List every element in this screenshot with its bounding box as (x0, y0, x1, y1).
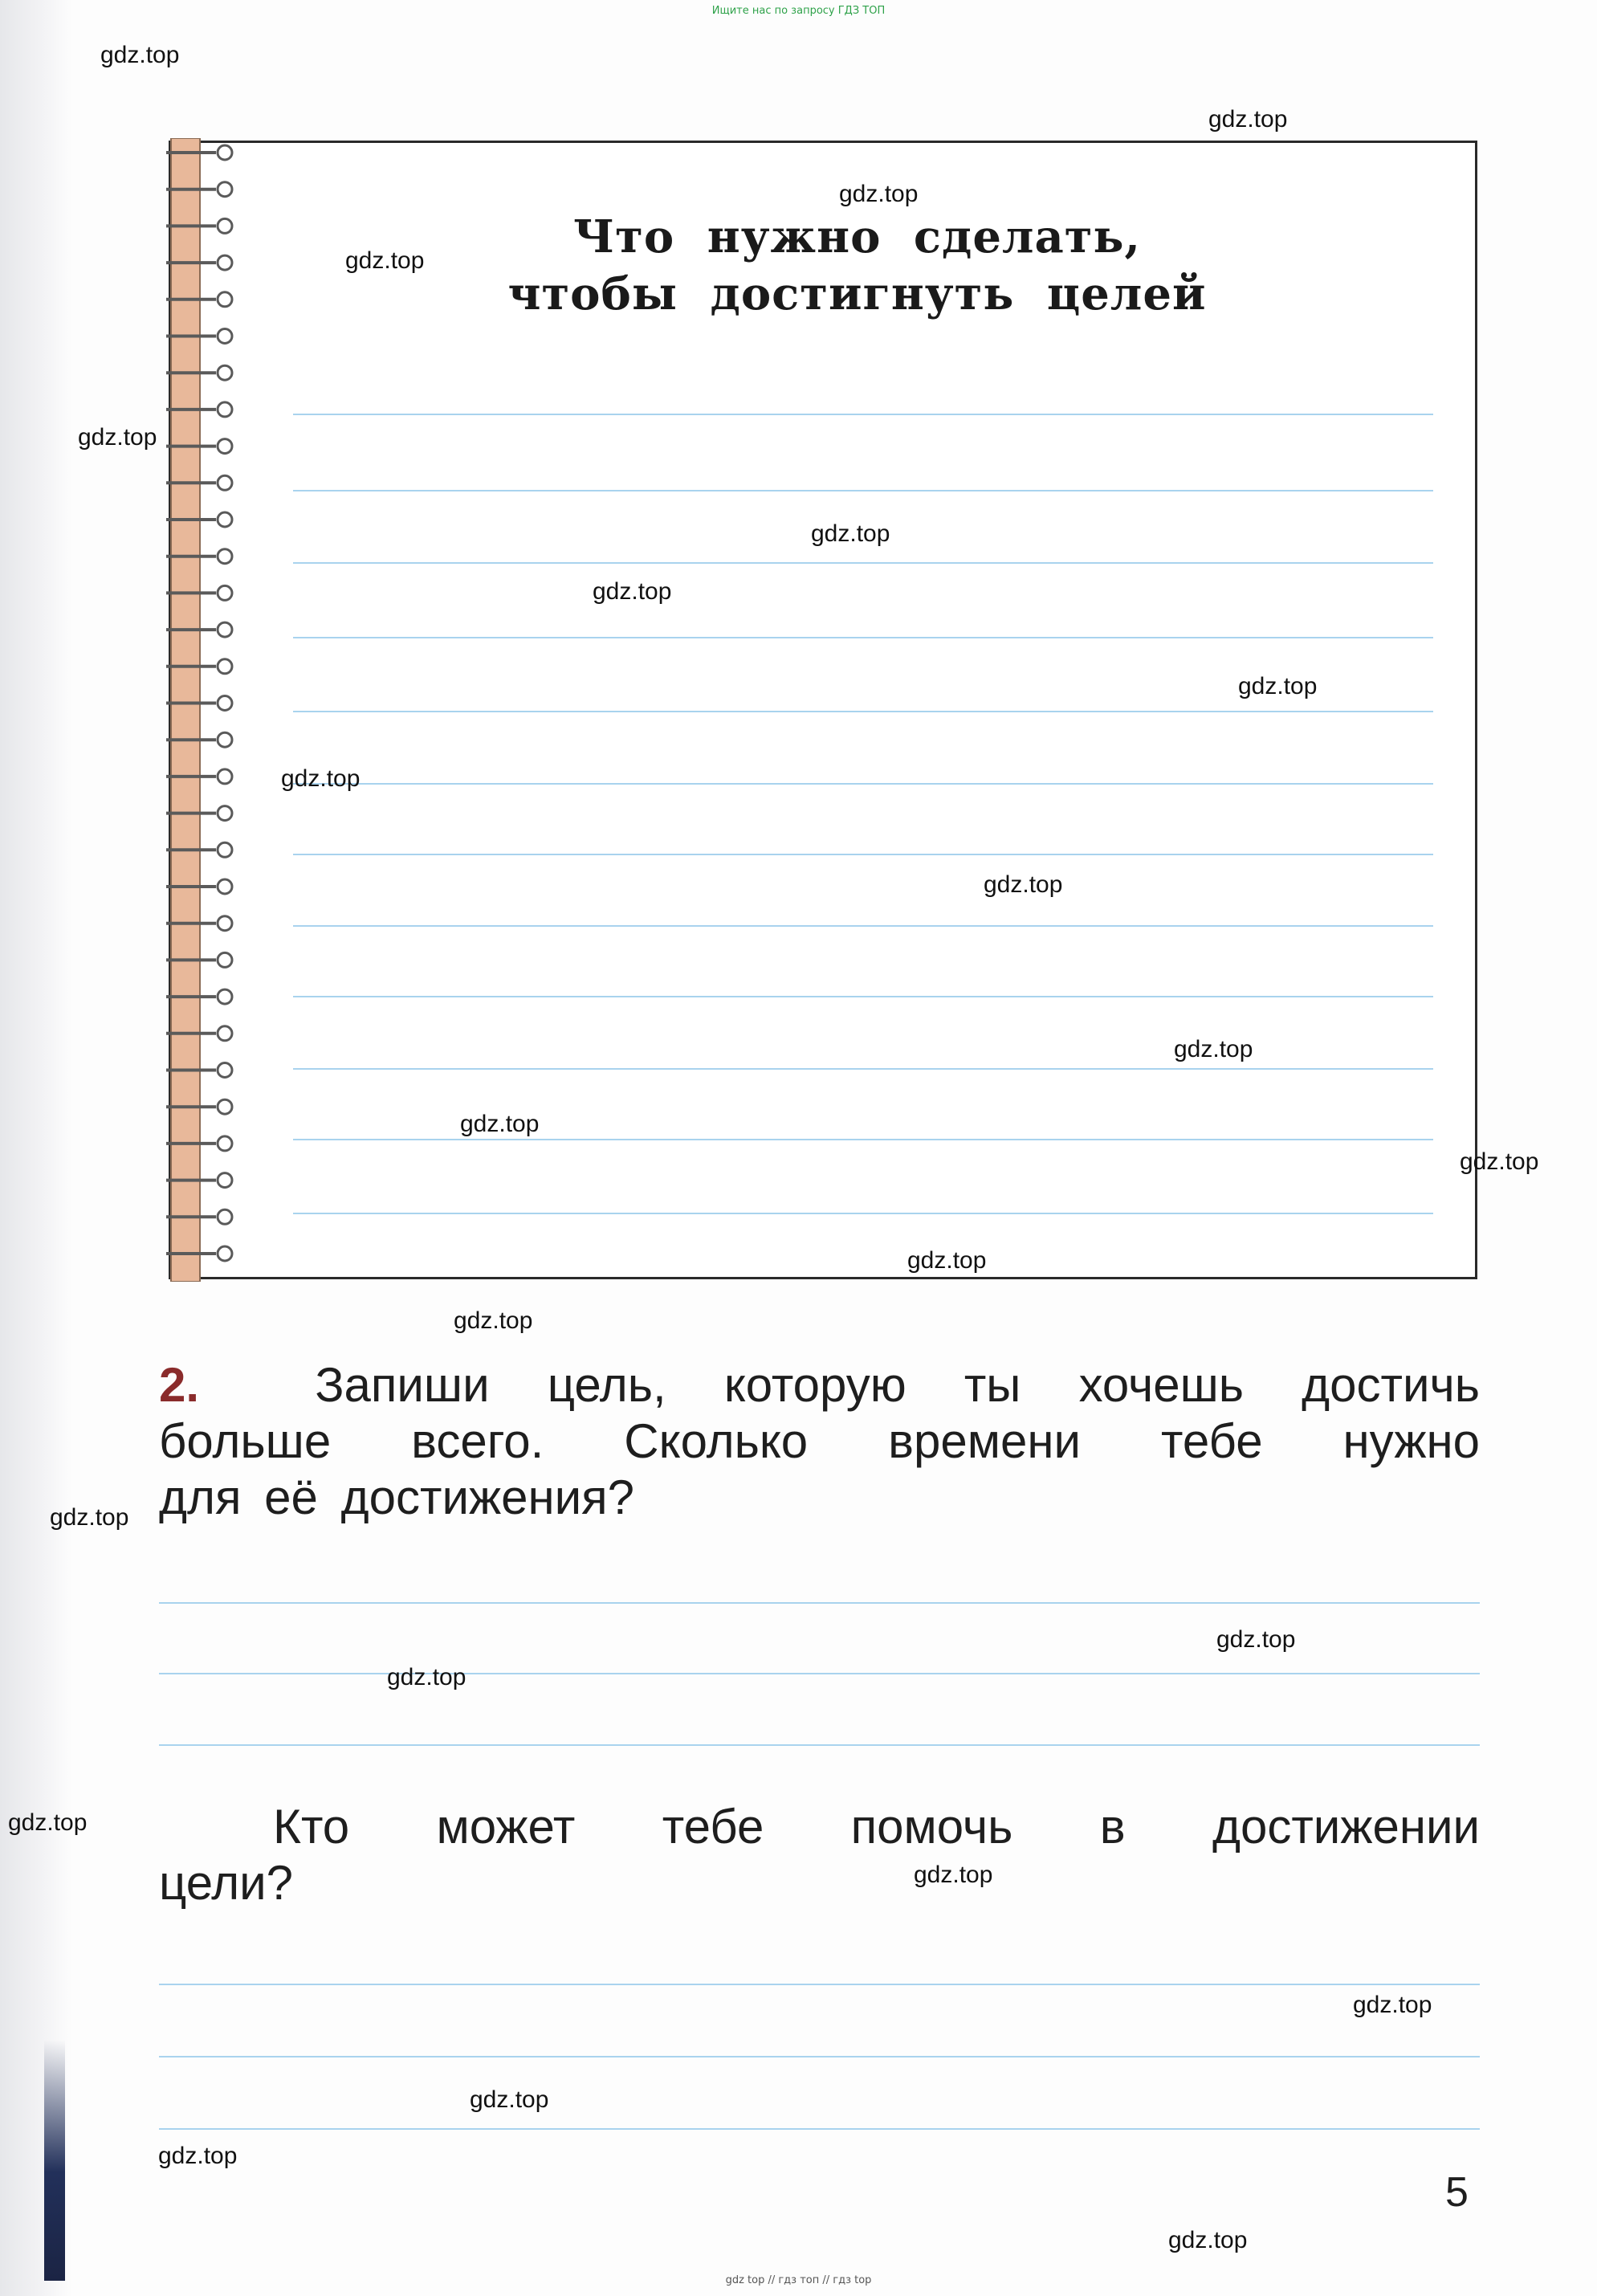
notebook-writing-line[interactable] (293, 1068, 1433, 1070)
task2-text-line1: Запиши цель, которую ты хочешь достичь (315, 1358, 1480, 1412)
watermark: gdz.top (1238, 673, 1318, 699)
spiral-hole (218, 952, 232, 967)
answer-line[interactable] (159, 1744, 1480, 1746)
spiral-hole (218, 1063, 232, 1078)
watermark: gdz.top (50, 1504, 129, 1531)
notebook-writing-line[interactable] (293, 490, 1433, 491)
spiral-hole (218, 916, 232, 931)
task-number: 2. (159, 1358, 200, 1412)
watermark: gdz.top (100, 42, 180, 68)
watermark: gdz.top (1216, 1626, 1296, 1653)
task2-line2: больше всего. Сколько времени тебе нужно (159, 1414, 1480, 1468)
watermark: gdz.top (1168, 2227, 1248, 2253)
watermark: gdz.top (914, 1862, 993, 1888)
answer-line[interactable] (159, 1602, 1480, 1604)
watermark: gdz.top (158, 2143, 238, 2169)
bottom-note: gdz top // гдз топ // гдз top (725, 2274, 872, 2286)
watermark: gdz.top (1174, 1036, 1253, 1062)
notebook-writing-line[interactable] (293, 711, 1433, 712)
spiral-hole (218, 1136, 232, 1151)
watermark: gdz.top (1460, 1148, 1539, 1175)
watermark: gdz.top (907, 1247, 987, 1274)
spiral-hole (218, 439, 232, 454)
notebook-writing-line[interactable] (293, 414, 1433, 415)
notebook-writing-line[interactable] (293, 783, 1433, 785)
binding-edge (44, 2040, 65, 2281)
watermark: gdz.top (460, 1111, 540, 1137)
spiral-hole (218, 806, 232, 821)
spiral-hole (218, 769, 232, 784)
watermark: gdz.top (281, 765, 361, 792)
spiral-hole (218, 292, 232, 307)
watermark: gdz.top (345, 247, 425, 274)
watermark: gdz.top (8, 1809, 88, 1836)
spiral-hole (218, 145, 232, 160)
watermark: gdz.top (470, 2086, 549, 2113)
spiral-hole (218, 182, 232, 197)
notebook-writing-line[interactable] (293, 1139, 1433, 1140)
top-note: Ищите нас по запросу ГДЗ ТОП (711, 5, 886, 17)
watermark: gdz.top (1353, 1992, 1432, 2018)
watermark: gdz.top (387, 1664, 466, 1690)
watermark: gdz.top (811, 520, 890, 547)
answer-line[interactable] (159, 1673, 1480, 1674)
spiral-hole (218, 1099, 232, 1114)
spiral-hole (218, 255, 232, 270)
spiral-hole (218, 1026, 232, 1041)
spiral-hole (218, 989, 232, 1004)
notebook-writing-line[interactable] (293, 854, 1433, 855)
page-spine-shadow (0, 0, 72, 2296)
watermark: gdz.top (78, 424, 157, 451)
spiral-hole (218, 1246, 232, 1261)
notebook-writing-line[interactable] (293, 637, 1433, 638)
notebook-writing-line[interactable] (293, 925, 1433, 927)
answer-line[interactable] (159, 2056, 1480, 2057)
question2-line1: Кто может тебе помочь в достижении (273, 1800, 1480, 1854)
spiral-hole (218, 622, 232, 637)
watermark: gdz.top (454, 1307, 533, 1334)
answer-line[interactable] (159, 2128, 1480, 2130)
watermark: gdz.top (593, 578, 672, 605)
spiral-hole (218, 879, 232, 894)
page-number: 5 (1445, 2169, 1469, 2216)
notebook-title-line2: чтобы достигнуть целей (507, 267, 1207, 320)
notebook-spiral-icon (165, 138, 237, 1282)
spiral-hole (218, 475, 232, 490)
question2-line2: цели? (159, 1856, 293, 1910)
watermark: gdz.top (984, 871, 1063, 898)
task2-line3: для её достижения? (159, 1470, 634, 1524)
notebook-writing-line[interactable] (293, 996, 1433, 997)
spiral-hole (218, 218, 232, 233)
spiral-hole (218, 365, 232, 380)
spiral-hole (218, 1209, 232, 1224)
spiral-hole (218, 732, 232, 747)
spiral-hole (218, 696, 232, 711)
spiral-hole (218, 1173, 232, 1188)
spiral-hole (218, 512, 232, 527)
task2-line1 (159, 1357, 1480, 1413)
spiral-hole (218, 842, 232, 857)
notebook-writing-line[interactable] (293, 562, 1433, 564)
answer-line[interactable] (159, 1984, 1480, 1985)
spiral-hole (218, 585, 232, 600)
spiral-hole (218, 659, 232, 674)
notebook-title-line1: Что нужно сделать, (573, 210, 1141, 263)
spiral-hole (218, 549, 232, 564)
spiral-hole (218, 402, 232, 417)
watermark: gdz.top (839, 181, 919, 207)
notebook-writing-line[interactable] (293, 1213, 1433, 1214)
spiral-hole (218, 329, 232, 344)
watermark: gdz.top (1208, 106, 1288, 133)
